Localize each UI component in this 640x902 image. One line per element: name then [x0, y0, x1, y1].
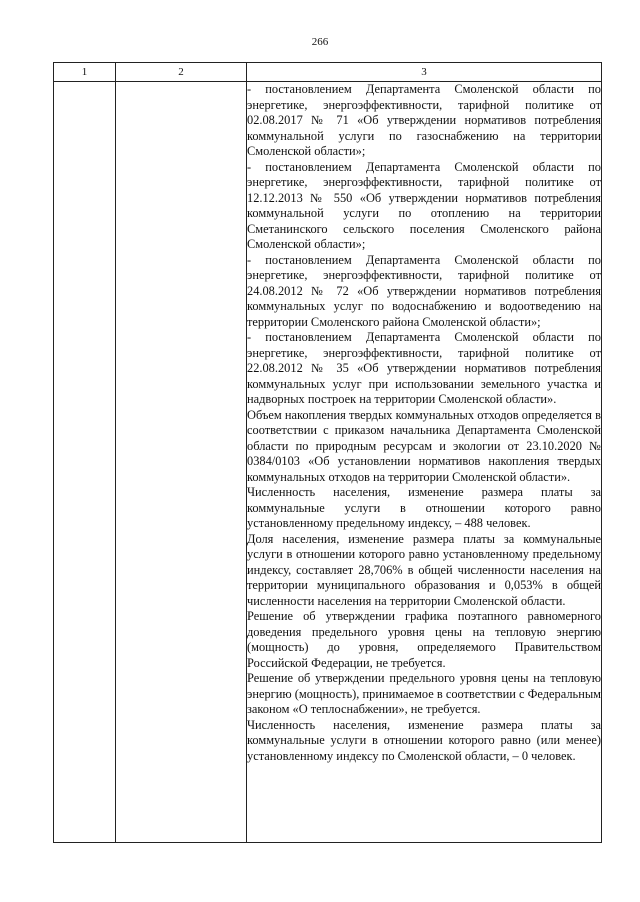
column-header-1: 1 — [54, 63, 116, 82]
page-number: 266 — [311, 36, 329, 48]
paragraph-resolution-35: - постановлением Департамента Смоленской области по энергетике, энергоэффективности, тарифной политике от 22.08.2012 № 35 «Об утверждении нормативов потребления коммунальных услуг при использовании земельного участка и надворных построек на территории Смоленской области». — [247, 330, 601, 406]
paragraph-resolution-72: - постановлением Департамента Смоленской области по энергетике, энергоэффективности, тарифной политике от 24.08.2012 № 72 «Об утверждении нормативов потребления коммунальных услуг по водоснабжению и водоотведению на территории Смоленского района Смоленской области»; — [247, 252, 601, 329]
paragraph-waste-volume: Объем накопления твердых коммунальных отходов определяется в соответствии с приказом начальника Департамента Смоленской области по природным ресурсам и экологии от 23.10.2020 № 0384/0103 «Об установлении нормативов накопления твердых коммунальных отходов на территории Смоленской области». — [247, 407, 601, 484]
cell-column-2 — [116, 82, 247, 843]
paragraph-population-regional: Численность населения, изменение размера платы за коммунальные услуги в отношении которого равно (или менее) установленному индексу по Смоленской области, – 0 человек. — [247, 717, 601, 763]
cell-column-3 — [247, 82, 602, 843]
header-row — [54, 63, 602, 82]
paragraph-resolution-550: - постановлением Департамента Смоленской области по энергетике, энергоэффективности, тарифной политике от 12.12.2013 № 550 «Об утверждении нормативов потребления коммунальной услуги по отоплению на территории Сметанинского сельского поселения Смоленского района Смоленской области»; — [247, 159, 601, 251]
paragraph-population-share: Доля населения, изменение размера платы за коммунальные услуги в отношении которого равно установленному предельному индексу, составляет 28,706% в общей численности населения на территории муниципального образования и 0,053% в общей численности населения на территории Смоленской области. — [247, 531, 601, 608]
document-table — [53, 62, 602, 843]
column-header-2: 2 — [116, 63, 247, 82]
column-header-3: 3 — [247, 63, 602, 82]
paragraph-price-schedule: Решение об утверждении графика поэтапного равномерного доведения предельного уровня цены на тепловую энергию (мощность) до уровня, определяемого Правительством Российской Федерации, не требуется. — [247, 609, 601, 670]
table-row — [54, 82, 602, 843]
cell-column-1 — [54, 82, 116, 843]
paragraph-population-count: Численность населения, изменение размера платы за коммунальные услуги в отношении которого равно установленному предельному индексу, – 488 человек. — [247, 485, 601, 530]
paragraph-resolution-71: - постановлением Департамента Смоленской области по энергетике, энергоэффективности, тарифной политике от 02.08.2017 № 71 «Об утверждении нормативов потребления коммунальной услуги по газоснабжению на территории Смоленской области»; — [247, 82, 601, 158]
paragraph-price-limit: Решение об утверждении предельного уровня цены на тепловую энергию (мощность), принимаемое в соответствии с Федеральным законом «О теплоснабжении», не требуется. — [247, 671, 601, 716]
